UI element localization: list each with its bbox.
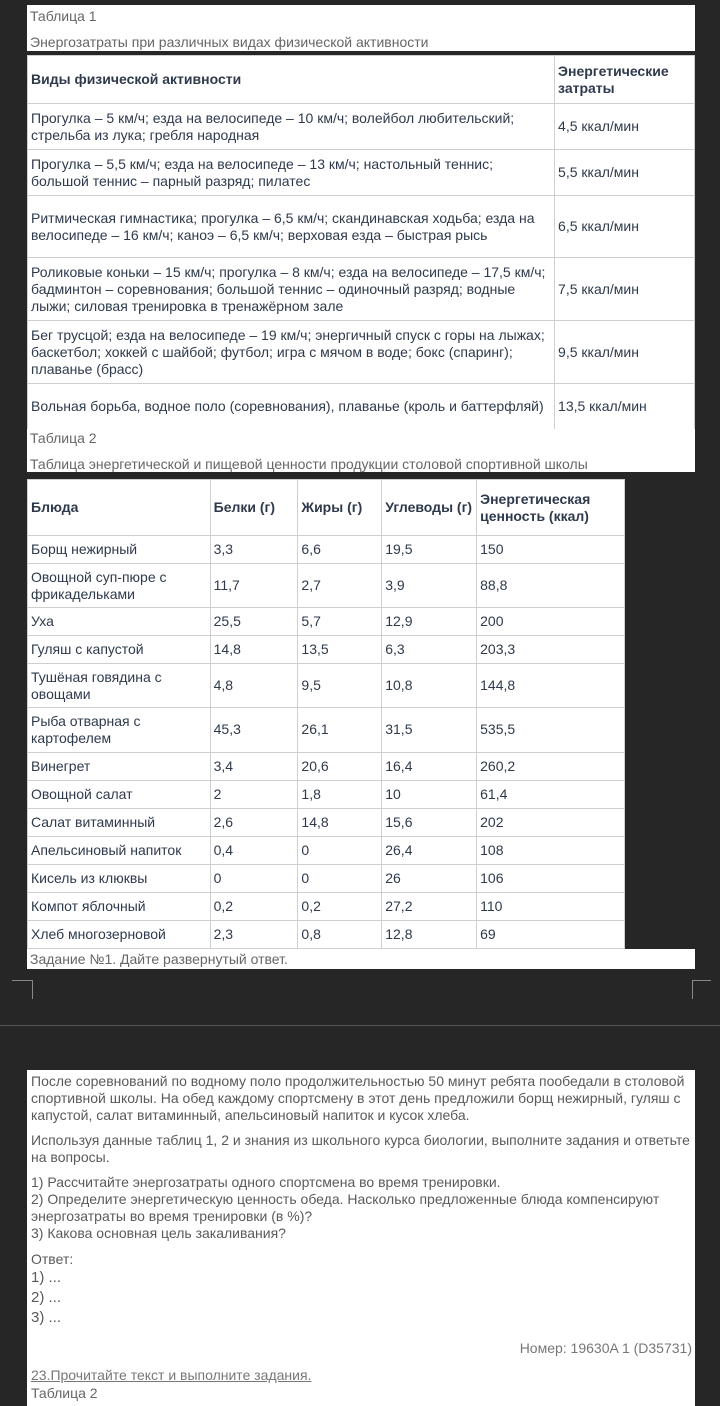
- table2-energy-cell: 110: [477, 892, 625, 920]
- table2-row: [28, 752, 625, 780]
- task-code: Номер: 19630A 1 (D35731): [519, 1340, 692, 1356]
- table2-energy-cell: 88,8: [477, 564, 625, 608]
- table2-energy-cell: 69: [477, 920, 625, 948]
- table2-header-energy: Энергетическая ценность (ккал): [477, 480, 625, 536]
- table2-energy-cell: 144,8: [477, 664, 625, 708]
- table2-energy-cell: 260,2: [477, 752, 625, 780]
- table2-protein-cell: 0,2: [210, 892, 298, 920]
- table2-carbs-cell: 31,5: [382, 708, 477, 752]
- table2-fat-cell: 26,1: [298, 708, 382, 752]
- table2-protein-cell: 45,3: [210, 708, 298, 752]
- table2-carbs-cell: 27,2: [382, 892, 477, 920]
- table2-fat-cell: 6,6: [298, 536, 382, 564]
- table2-fat-cell: 14,8: [298, 808, 382, 836]
- table1-header-row: [28, 56, 695, 104]
- table2-dish-cell: Уха: [28, 608, 211, 636]
- table2-carbs-cell: 3,9: [382, 564, 477, 608]
- table2-row: [28, 836, 625, 864]
- table2-row: [28, 664, 625, 708]
- table1-activity-cell: Вольная борьба, водное поло (соревнования), плаванье (кроль и баттерфляй): [28, 384, 555, 430]
- page-break-line: [0, 1025, 720, 1026]
- table2-energy-cell: 61,4: [477, 780, 625, 808]
- table2-fat-cell: 20,6: [298, 752, 382, 780]
- table1-energy-cell: 9,5 ккал/мин: [555, 321, 695, 384]
- next-table-caption: Таблица 2: [31, 1385, 98, 1401]
- table2-header-fat: Жиры (г): [298, 480, 382, 536]
- table2-dish-cell: Салат витаминный: [28, 808, 211, 836]
- page-corner-mark-left: [12, 980, 33, 999]
- table2-fat-cell: 9,5: [298, 664, 382, 708]
- table2-row: [28, 636, 625, 664]
- table2-protein-cell: 11,7: [210, 564, 298, 608]
- table2-protein-cell: 14,8: [210, 636, 298, 664]
- table2-carbs-cell: 6,3: [382, 636, 477, 664]
- table1-row: [28, 258, 695, 321]
- table1-row: [28, 321, 695, 384]
- question-1: 1) Рассчитайте энергозатраты одного спортсмена во время тренировки.: [31, 1174, 501, 1190]
- table2-dish-cell: Компот яблочный: [28, 892, 211, 920]
- table1-header-energy: Энергетические затраты: [555, 56, 695, 104]
- table2-dish-cell: Винегрет: [28, 752, 211, 780]
- table1-row: [28, 196, 695, 258]
- table1-energy-cell: 13,5 ккал/мин: [555, 384, 695, 430]
- table2-fat-cell: 0,2: [298, 892, 382, 920]
- table1-row: [28, 104, 695, 150]
- table2-carbs-cell: 12,8: [382, 920, 477, 948]
- table2-fat-cell: 0: [298, 864, 382, 892]
- table2-protein-cell: 0,4: [210, 836, 298, 864]
- table1-energy-cell: 4,5 ккал/мин: [555, 104, 695, 150]
- table2-row: [28, 536, 625, 564]
- answer-label: Ответ:: [31, 1251, 74, 1267]
- task-text-block: [27, 1070, 695, 1406]
- table2-row: [28, 808, 625, 836]
- table2-protein-cell: 2,6: [210, 808, 298, 836]
- table2-fat-cell: 0: [298, 836, 382, 864]
- table2-caption: [27, 429, 695, 472]
- table2-fat-cell: 2,7: [298, 564, 382, 608]
- table2-carbs-cell: 26,4: [382, 836, 477, 864]
- table2-protein-cell: 25,5: [210, 608, 298, 636]
- table2-dish-cell: Борщ нежирный: [28, 536, 211, 564]
- table2-energy-cell: 535,5: [477, 708, 625, 752]
- table2-protein-cell: 2: [210, 780, 298, 808]
- table2-carbs-cell: 26: [382, 864, 477, 892]
- question-3: 3) Какова основная цель закаливания?: [31, 1225, 286, 1241]
- table2-protein-cell: 2,3: [210, 920, 298, 948]
- table2-protein-cell: 0: [210, 864, 298, 892]
- table2-row: [28, 564, 625, 608]
- table2-protein-cell: 3,3: [210, 536, 298, 564]
- table2-carbs-cell: 12,9: [382, 608, 477, 636]
- table2-dish-cell: Хлеб многозерновой: [28, 920, 211, 948]
- table1-row: [28, 384, 695, 430]
- table2-energy-cell: 106: [477, 864, 625, 892]
- table2-dish-cell: Гуляш с капустой: [28, 636, 211, 664]
- table2-protein-cell: 4,8: [210, 664, 298, 708]
- table2-carbs-cell: 10,8: [382, 664, 477, 708]
- answer-3: 3) ...: [31, 1309, 62, 1326]
- table2-dish-cell: Рыба отварная с картофелем: [28, 708, 211, 752]
- table2-energy-cell: 150: [477, 536, 625, 564]
- table2-row: [28, 708, 625, 752]
- next-task-link[interactable]: 23.Прочитайте текст и выполните задания.: [31, 1367, 312, 1383]
- answer-1: 1) ...: [31, 1269, 62, 1286]
- table2-protein-cell: 3,4: [210, 752, 298, 780]
- table1-energy-cell: 5,5 ккал/мин: [555, 150, 695, 196]
- table2-row: [28, 780, 625, 808]
- table2-number: Таблица 2: [30, 430, 97, 446]
- table2-dish-cell: Овощной суп-пюре с фрикадельками: [28, 564, 211, 608]
- table2-row: [28, 864, 625, 892]
- table2-energy-cell: 203,3: [477, 636, 625, 664]
- table1-activity-cell: Прогулка – 5 км/ч; езда на велосипеде – 10 км/ч; волейбол любительский; стрельба из лука; гребля народная: [28, 104, 555, 150]
- table2-title: Таблица энергетической и пищевой ценности продукции столовой спортивной школы: [30, 456, 588, 472]
- table2-header-row: [28, 480, 625, 536]
- table1-caption: [27, 5, 695, 51]
- task-instruction: Используя данные таблиц 1, 2 и знания из школьного курса биологии, выполните задания и ответьте на вопросы.: [31, 1132, 690, 1165]
- table2: [27, 479, 625, 949]
- table2-header-protein: Белки (г): [210, 480, 298, 536]
- table2-carbs-cell: 15,6: [382, 808, 477, 836]
- table2-fat-cell: 5,7: [298, 608, 382, 636]
- table2-row: [28, 892, 625, 920]
- table2-dish-cell: Тушёная говядина с овощами: [28, 664, 211, 708]
- table2-row: [28, 608, 625, 636]
- table1-activity-cell: Роликовые коньки – 15 км/ч; прогулка – 8 км/ч; езда на велосипеде – 17,5 км/ч; бадминтон – соревнования; большой теннис – одиночный разряд; водные лыжи; силовая тренировка в тренажёрном зале: [28, 258, 555, 321]
- table2-energy-cell: 202: [477, 808, 625, 836]
- table2-fat-cell: 13,5: [298, 636, 382, 664]
- answer-2: 2) ...: [31, 1289, 62, 1306]
- table2-dish-cell: Овощной салат: [28, 780, 211, 808]
- table2-fat-cell: 0,8: [298, 920, 382, 948]
- table1-energy-cell: 7,5 ккал/мин: [555, 258, 695, 321]
- table2-dish-cell: Кисель из клюквы: [28, 864, 211, 892]
- table1-title: Энергозатраты при различных видах физической активности: [30, 34, 429, 50]
- table2-energy-cell: 108: [477, 836, 625, 864]
- table2-carbs-cell: 10: [382, 780, 477, 808]
- table2-header-carbs: Углеводы (г): [382, 480, 477, 536]
- table1-activity-cell: Прогулка – 5,5 км/ч; езда на велосипеде – 13 км/ч; настольный теннис; большой теннис – парный разряд; пилатес: [28, 150, 555, 196]
- table1-activity-cell: Ритмическая гимнастика; прогулка – 6,5 км/ч; скандинавская ходьба; езда на велосипеде – 16 км/ч; каноэ – 6,5 км/ч; верховая езда – быстрая рысь: [28, 196, 555, 258]
- page-corner-mark-right: [692, 980, 711, 999]
- table1: [27, 55, 695, 429]
- table2-carbs-cell: 19,5: [382, 536, 477, 564]
- table2-fat-cell: 1,8: [298, 780, 382, 808]
- table1-energy-cell: 6,5 ккал/мин: [555, 196, 695, 258]
- question-2: 2) Определите энергетическую ценность обеда. Насколько предложенные блюда компенсируют энергозатраты во время тренировки (в %)?: [31, 1191, 660, 1224]
- table1-number: Таблица 1: [30, 8, 97, 24]
- table1-header-activity: Виды физической активности: [28, 56, 555, 104]
- table2-dish-cell: Апельсиновый напиток: [28, 836, 211, 864]
- table2-energy-cell: 200: [477, 608, 625, 636]
- table1-activity-cell: Бег трусцой; езда на велосипеде – 19 км/ч; энергичный спуск с горы на лыжах; баскетбол; хоккей с шайбой; футбол; игра с мячом в воде; бокс (спаринг); плаванье (брасс): [28, 321, 555, 384]
- table1-row: [28, 150, 695, 196]
- table2-row: [28, 920, 625, 948]
- table2-header-dish: Блюда: [28, 480, 211, 536]
- table2-carbs-cell: 16,4: [382, 752, 477, 780]
- task1-title: Задание №1. Дайте развернутый ответ.: [27, 949, 695, 969]
- task-intro: После соревнований по водному поло продолжительностью 50 минут ребята пообедали в столовой спортивной школы. На обед каждому спортсмену в этот день предложили борщ нежирный, гуляш с капустой, салат витаминный, апельсиновый напиток и кусок хлеба.: [31, 1073, 685, 1123]
